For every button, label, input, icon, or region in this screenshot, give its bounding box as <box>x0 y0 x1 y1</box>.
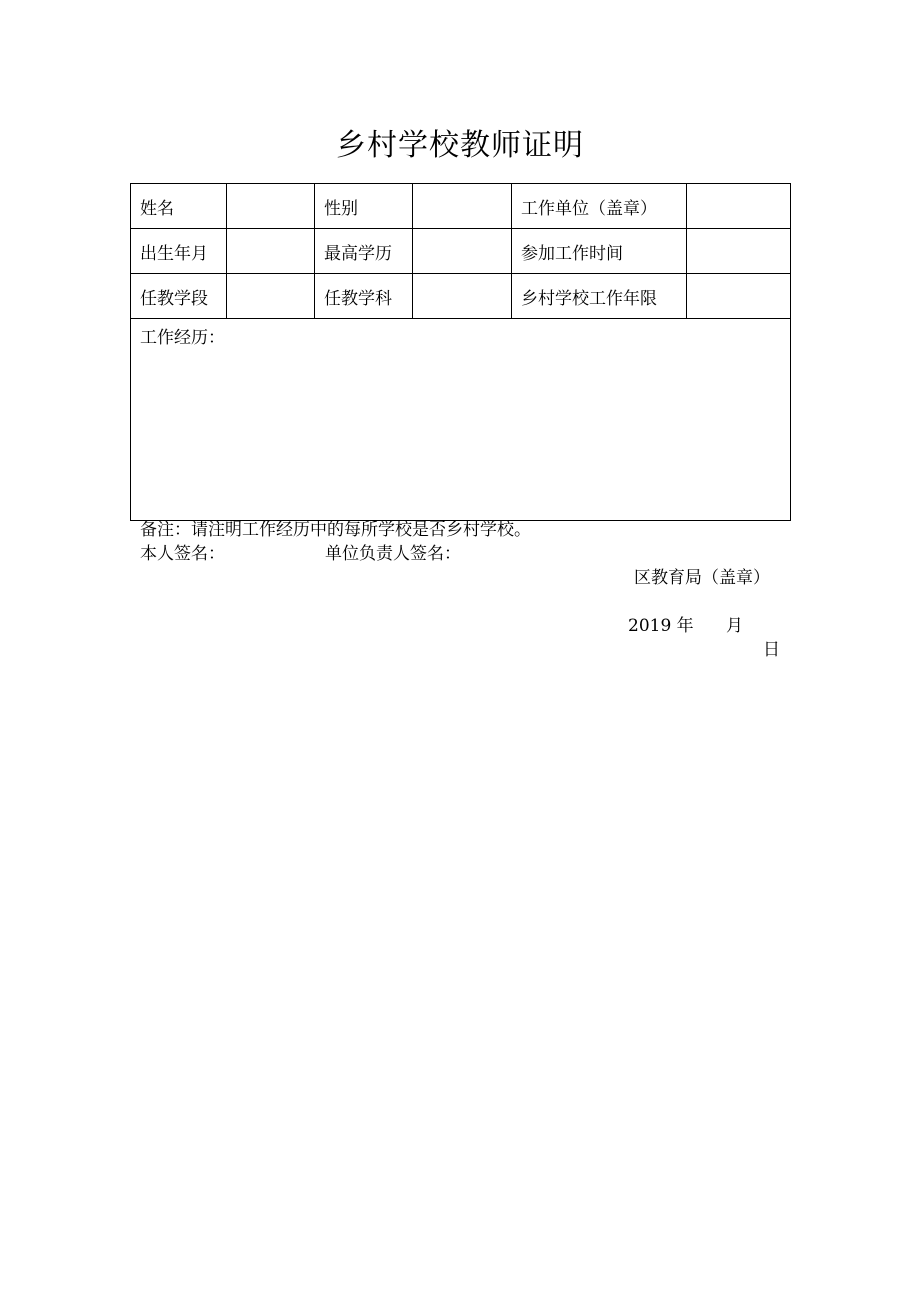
gender-field[interactable] <box>413 184 512 229</box>
remark-note: 备注：请注明工作经历中的每所学校是否乡村学校。 <box>140 520 531 540</box>
label-gender: 性别 <box>315 184 413 229</box>
date-year: 2019 年 <box>628 616 694 636</box>
table-row <box>131 184 791 229</box>
rural-years-field[interactable] <box>687 274 791 319</box>
label-teaching-subject: 任教学科 <box>315 274 413 319</box>
education-field[interactable] <box>413 229 512 274</box>
label-teaching-stage: 任教学段 <box>131 274 227 319</box>
teacher-info-table <box>130 183 791 521</box>
label-work-start-time: 参加工作时间 <box>512 229 687 274</box>
work-history-field[interactable] <box>131 319 791 521</box>
date-day: 日 <box>763 640 780 660</box>
table-row <box>131 274 791 319</box>
work-history-label: 工作经历： <box>140 328 225 348</box>
bureau-seal-label: 区教育局（盖章） <box>634 568 770 588</box>
page-title: 乡村学校教师证明 <box>336 128 584 163</box>
work-unit-field[interactable] <box>687 184 791 229</box>
unit-head-signature-label: 单位负责人签名： <box>325 544 461 564</box>
signature-line <box>140 543 461 565</box>
table-row <box>131 229 791 274</box>
label-education: 最高学历 <box>315 229 413 274</box>
work-start-time-field[interactable] <box>687 229 791 274</box>
birth-date-field[interactable] <box>227 229 315 274</box>
teaching-stage-field[interactable] <box>227 274 315 319</box>
teaching-subject-field[interactable] <box>413 274 512 319</box>
label-birth-date: 出生年月 <box>131 229 227 274</box>
label-work-unit: 工作单位（盖章） <box>512 184 687 229</box>
label-rural-years: 乡村学校工作年限 <box>512 274 687 319</box>
personal-signature-label: 本人签名： <box>140 544 225 564</box>
date-month: 月 <box>726 616 743 636</box>
label-name: 姓名 <box>131 184 227 229</box>
table-row <box>131 319 791 521</box>
name-field[interactable] <box>227 184 315 229</box>
